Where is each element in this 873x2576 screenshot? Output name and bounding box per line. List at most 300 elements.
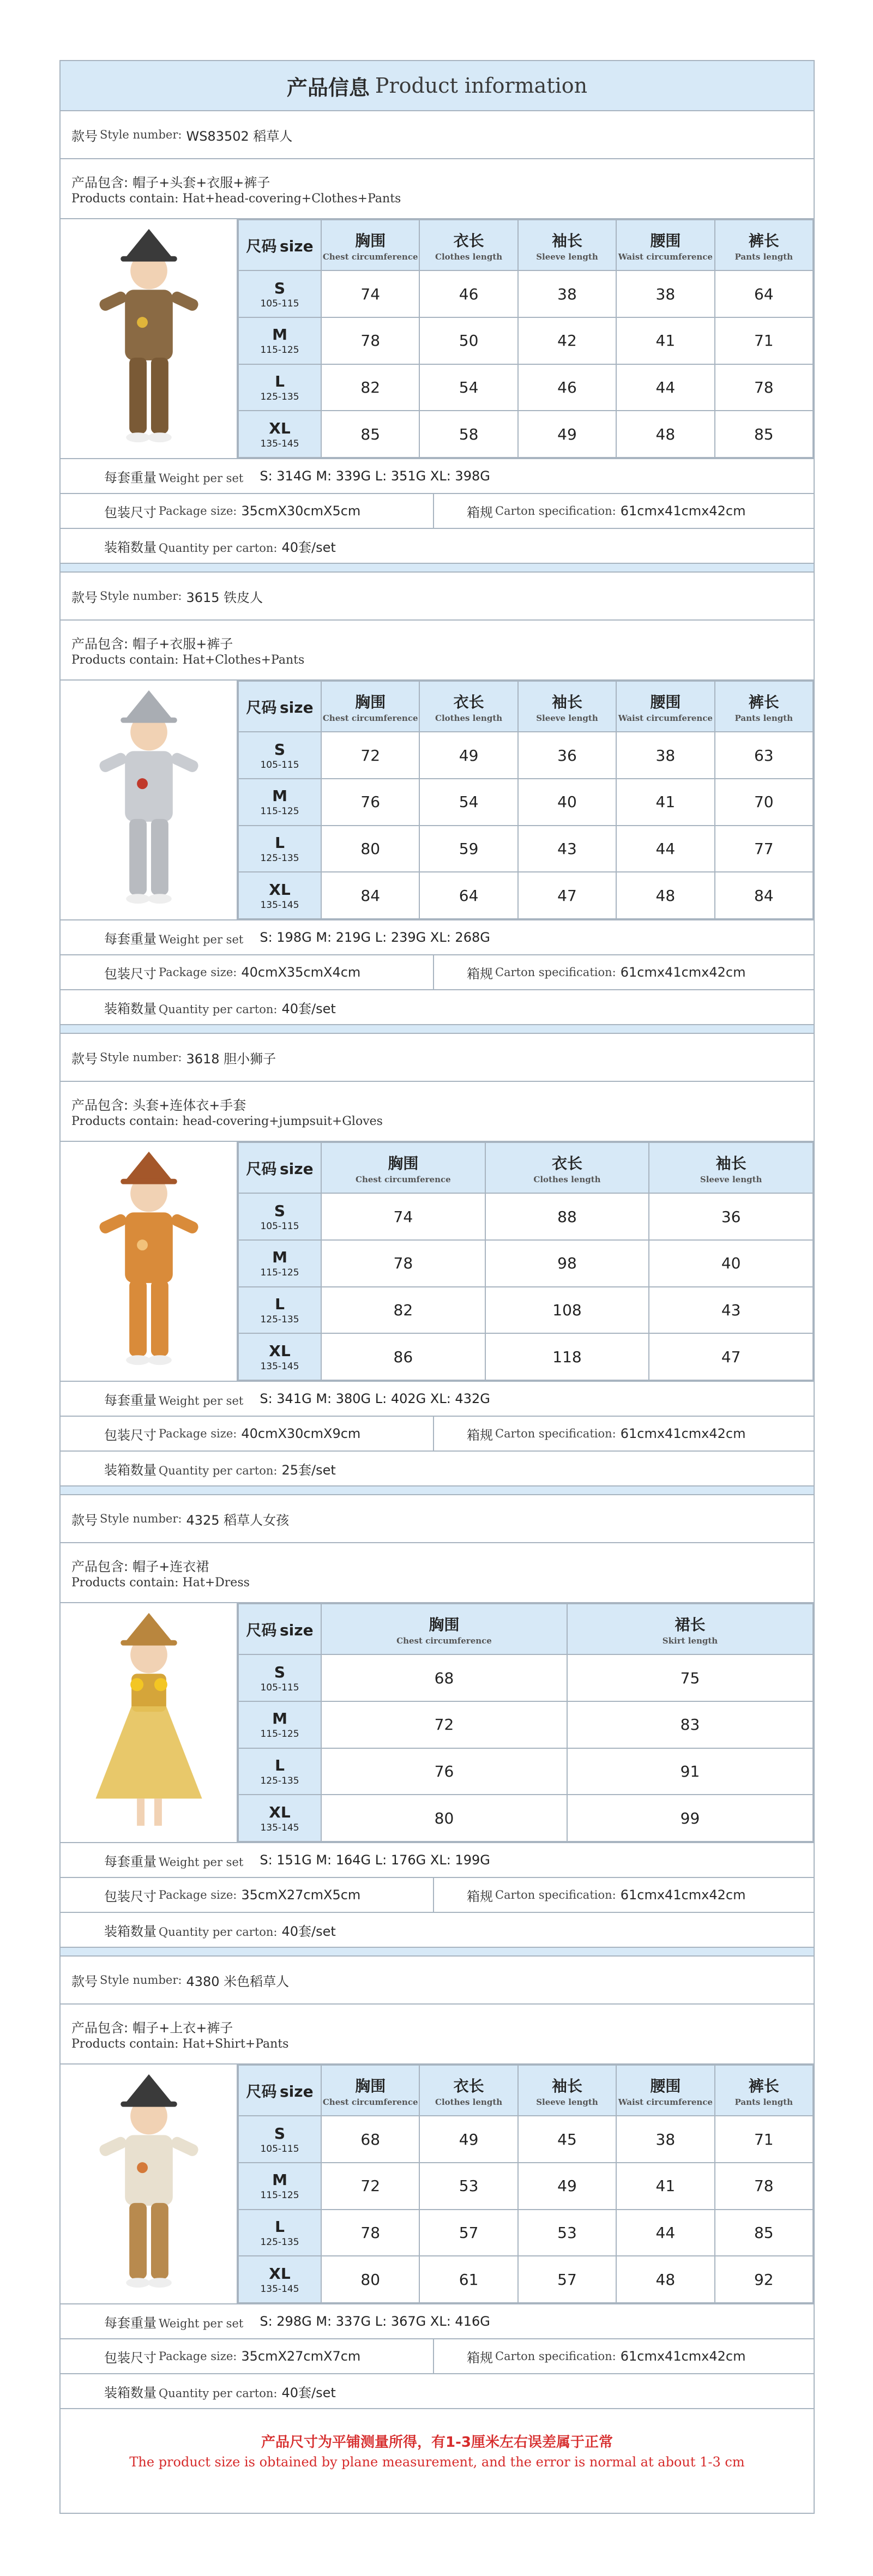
value-cell: 46 — [518, 364, 616, 411]
products-contain-row — [61, 1082, 814, 1142]
column-header-en: Pants length — [734, 2097, 793, 2107]
quantity-value: 40套/set — [281, 1923, 336, 1939]
leg-right-shape — [151, 2203, 168, 2279]
size-table — [238, 2065, 814, 2303]
weight-values: S: 314G M: 339G L: 351G XL: 398G — [260, 468, 490, 484]
table-row — [238, 2256, 813, 2303]
size-cell — [238, 1287, 321, 1334]
value-cell: 38 — [518, 270, 616, 317]
size-header-en: size — [280, 2082, 314, 2100]
weight-row — [61, 920, 814, 955]
contain-value-en: Hat+head-covering+Clothes+Pants — [182, 192, 401, 206]
size-header-zh: 尺码 — [246, 2082, 277, 2100]
size-cell — [238, 872, 321, 919]
package-value: 35cmX30cmX5cm — [241, 503, 361, 519]
style-number-row — [61, 111, 814, 159]
scarecrow-costume-photo — [61, 219, 238, 458]
quantity-value: 40套/set — [281, 2385, 336, 2400]
arm-left-shape — [98, 2135, 128, 2158]
torso-shape — [125, 290, 173, 360]
column-header-chest — [321, 2065, 419, 2116]
torso-shape — [125, 751, 173, 821]
style-number-label-en: Style number: — [100, 1973, 182, 1987]
carton-value: 61cmx41cmx42cm — [620, 1426, 746, 1441]
size-range: 135-145 — [260, 899, 299, 911]
value-cell: 108 — [485, 1287, 649, 1334]
package-size-cell — [61, 2339, 434, 2373]
size-cell — [238, 779, 321, 826]
quantity-value: 40套/set — [281, 539, 336, 555]
value-cell: 78 — [321, 1240, 485, 1287]
weight-row — [61, 2304, 814, 2339]
table-row — [238, 779, 813, 826]
measurement-note — [61, 2431, 814, 2470]
carton-value: 61cmx41cmx42cm — [620, 503, 746, 519]
quantity-label-en: Quantity per carton: — [159, 541, 278, 555]
contain-line-zh — [71, 2017, 233, 2036]
weight-row — [61, 1843, 814, 1878]
contain-value-zh: 头套+连体衣+手套 — [133, 1098, 246, 1113]
contain-label-en: Products contain: — [71, 2037, 179, 2051]
quantity-label-group — [61, 1459, 278, 1478]
value-cell: 68 — [321, 1654, 567, 1701]
value-cell: 88 — [485, 1193, 649, 1240]
value-cell: 48 — [616, 872, 714, 919]
table-row — [238, 411, 813, 458]
quantity-value: 40套/set — [281, 1001, 336, 1016]
carton-label-en: Carton specification: — [495, 1888, 616, 1901]
hat-shape — [125, 690, 173, 720]
size-table — [238, 1142, 814, 1381]
package-row — [61, 1878, 814, 1913]
column-header-clothes — [419, 220, 517, 270]
leg-right-shape — [151, 1280, 168, 1356]
weight-label: 每套重量 — [104, 470, 156, 485]
size-label: S — [274, 740, 286, 759]
column-header-chest — [321, 681, 419, 732]
size-header-en: size — [280, 1159, 314, 1178]
size-cell — [238, 317, 321, 364]
column-header-waist — [616, 2065, 714, 2116]
size-chart-block — [61, 681, 814, 920]
value-cell: 64 — [419, 872, 517, 919]
value-cell: 45 — [518, 2116, 616, 2163]
carton-spec-cell — [434, 502, 745, 521]
size-range: 125-135 — [260, 391, 299, 402]
value-cell: 85 — [715, 411, 813, 458]
tin-man-costume-photo — [61, 681, 238, 919]
quantity-label-en: Quantity per carton: — [159, 1464, 278, 1477]
value-cell: 76 — [321, 779, 419, 826]
beige-scarecrow-costume-photo — [61, 2065, 238, 2303]
value-cell: 48 — [616, 411, 714, 458]
value-cell: 38 — [616, 732, 714, 779]
style-number-label-en: Style number: — [100, 128, 182, 141]
value-cell: 40 — [649, 1240, 813, 1287]
section-divider — [61, 564, 814, 573]
package-label-en: Package size: — [159, 2350, 237, 2363]
weight-values: S: 151G M: 164G L: 176G XL: 199G — [260, 1852, 490, 1868]
style-number-row — [61, 573, 814, 621]
table-row — [238, 732, 813, 779]
leg-left-shape — [129, 819, 147, 895]
carton-label: 箱规 — [467, 2350, 493, 2366]
column-header-sleeve — [518, 681, 616, 732]
column-header-en: Chest circumference — [322, 251, 418, 262]
package-label: 包装尺寸 — [104, 2350, 156, 2366]
size-chart-block — [61, 2065, 814, 2304]
size-range: 115-125 — [260, 806, 299, 817]
size-label: S — [274, 1201, 286, 1220]
table-row — [238, 1287, 813, 1334]
table-row — [238, 270, 813, 317]
table-row — [238, 1193, 813, 1240]
size-cell — [238, 1333, 321, 1380]
column-header-clothes — [485, 1142, 649, 1193]
value-cell: 47 — [518, 872, 616, 919]
column-header-zh: 腰围 — [650, 693, 681, 711]
style-number-value: 4380 米色稻草人 — [186, 1973, 290, 1989]
value-cell: 49 — [518, 411, 616, 458]
quantity-label: 装箱数量 — [104, 1001, 156, 1016]
column-header-en: Chest circumference — [322, 713, 418, 723]
column-header-zh: 腰围 — [650, 231, 681, 250]
value-cell: 68 — [321, 2116, 419, 2163]
table-row — [238, 1654, 813, 1701]
size-cell — [238, 1240, 321, 1287]
value-cell: 78 — [321, 317, 419, 364]
quantity-label-group — [61, 1921, 278, 1940]
column-header-zh: 袖长 — [551, 2077, 582, 2095]
column-header-zh: 裤长 — [748, 231, 779, 250]
size-range: 105-115 — [260, 2143, 299, 2154]
quantity-label-en: Quantity per carton: — [159, 2386, 278, 2400]
size-label: L — [275, 1295, 285, 1313]
weight-label-en: Weight per set — [159, 1394, 244, 1407]
value-cell: 118 — [485, 1333, 649, 1380]
package-label: 包装尺寸 — [104, 504, 156, 520]
size-label: L — [275, 833, 285, 852]
table-row — [238, 1748, 813, 1795]
contain-line-en — [71, 1115, 383, 1128]
value-cell: 41 — [616, 779, 714, 826]
column-header-waist — [616, 220, 714, 270]
quantity-row — [61, 990, 814, 1025]
package-row — [61, 494, 814, 529]
size-chart-block — [61, 219, 814, 459]
value-cell: 80 — [321, 1795, 567, 1841]
value-cell: 98 — [485, 1240, 649, 1287]
contain-label: 产品包含: — [71, 636, 129, 652]
contain-value-zh: 帽子+上衣+裤子 — [133, 2020, 233, 2036]
torso-shape — [125, 1212, 173, 1283]
package-row — [61, 1417, 814, 1452]
carton-label-en: Carton specification: — [495, 2350, 616, 2363]
style-number-value: 3618 胆小狮子 — [186, 1051, 276, 1067]
size-range: 135-145 — [260, 1822, 299, 1833]
column-header-skirt — [567, 1604, 813, 1654]
size-header — [238, 1604, 321, 1654]
value-cell: 42 — [518, 317, 616, 364]
table-row — [238, 1701, 813, 1748]
size-header-zh: 尺码 — [246, 1621, 277, 1639]
contain-value-zh: 帽子+头套+衣服+裤子 — [133, 175, 270, 190]
size-cell — [238, 732, 321, 779]
page-title: 产品信息 — [286, 75, 370, 100]
size-header — [238, 681, 321, 732]
contain-value-en: Hat+Shirt+Pants — [182, 2037, 289, 2051]
quantity-label-en: Quantity per carton: — [159, 1925, 278, 1939]
size-range: 105-115 — [260, 1220, 299, 1232]
package-label-en: Package size: — [159, 1888, 237, 1901]
quantity-label-group — [61, 2382, 278, 2401]
column-header-en: Waist circumference — [618, 251, 713, 262]
table-row — [238, 872, 813, 919]
weight-label-group — [61, 1389, 243, 1409]
contain-line-en — [71, 2037, 288, 2051]
size-label: XL — [269, 880, 291, 899]
column-header-sleeve — [649, 1142, 813, 1193]
package-value: 40cmX35cmX4cm — [241, 965, 361, 980]
value-cell: 49 — [419, 2116, 517, 2163]
column-header-en: Chest circumference — [396, 1635, 492, 1646]
value-cell: 75 — [567, 1654, 813, 1701]
value-cell: 84 — [321, 872, 419, 919]
size-header-en: size — [280, 698, 314, 717]
size-cell — [238, 1193, 321, 1240]
hat-shape — [125, 1152, 173, 1181]
products-contain-row — [61, 621, 814, 681]
column-header-en: Sleeve length — [700, 1174, 762, 1184]
column-header-zh: 衣长 — [453, 693, 484, 711]
column-header-zh: 裙长 — [675, 1615, 706, 1634]
value-cell: 72 — [321, 732, 419, 779]
size-chart-block — [61, 1603, 814, 1843]
contain-label-en: Products contain: — [71, 1115, 179, 1128]
package-size-cell — [61, 1878, 434, 1912]
column-header-en: Pants length — [734, 713, 793, 723]
column-header-chest — [321, 220, 419, 270]
size-header — [238, 1142, 321, 1193]
value-cell: 72 — [321, 1701, 567, 1748]
value-cell: 44 — [616, 826, 714, 872]
arm-left-shape — [98, 751, 128, 774]
weight-label: 每套重量 — [104, 2315, 156, 2331]
arm-right-shape — [170, 751, 200, 774]
arm-right-shape — [170, 1212, 200, 1235]
contain-value-zh: 帽子+衣服+裤子 — [133, 636, 233, 652]
column-header-zh: 裤长 — [748, 2077, 779, 2095]
value-cell: 54 — [419, 364, 517, 411]
size-label: S — [274, 279, 286, 297]
carton-spec-cell — [434, 1886, 745, 1905]
value-cell: 71 — [715, 2116, 813, 2163]
style-number-row — [61, 1034, 814, 1082]
weight-label-en: Weight per set — [159, 2316, 244, 2330]
column-header-zh: 胸围 — [429, 1615, 460, 1634]
contain-label: 产品包含: — [71, 1098, 129, 1113]
size-label: M — [272, 1248, 287, 1267]
weight-values: S: 198G M: 219G L: 239G XL: 268G — [260, 930, 490, 945]
contain-label-en: Products contain: — [71, 192, 179, 206]
section-divider — [61, 1025, 814, 1034]
value-cell: 99 — [567, 1795, 813, 1841]
column-header-en: Chest circumference — [322, 2097, 418, 2107]
value-cell: 80 — [321, 826, 419, 872]
size-cell — [238, 1701, 321, 1748]
size-label: M — [272, 787, 287, 805]
column-header-zh: 裤长 — [748, 693, 779, 711]
contain-line-zh — [71, 633, 233, 652]
value-cell: 36 — [649, 1193, 813, 1240]
value-cell: 63 — [715, 732, 813, 779]
column-header-en: Clothes length — [435, 2097, 503, 2107]
carton-label-en: Carton specification: — [495, 966, 616, 979]
size-label: XL — [269, 419, 291, 437]
size-cell — [238, 1654, 321, 1701]
quantity-row — [61, 1913, 814, 1948]
column-header-clothes — [419, 2065, 517, 2116]
value-cell: 83 — [567, 1701, 813, 1748]
package-value: 40cmX30cmX9cm — [241, 1426, 361, 1441]
carton-spec-cell — [434, 1424, 745, 1443]
quantity-row — [61, 1452, 814, 1486]
table-row — [238, 1795, 813, 1841]
size-table — [238, 1603, 814, 1842]
table-row — [238, 2116, 813, 2163]
package-row — [61, 955, 814, 990]
weight-label-en: Weight per set — [159, 1855, 244, 1869]
value-cell: 74 — [321, 1193, 485, 1240]
style-number-label: 款号 — [71, 1051, 98, 1067]
package-label: 包装尺寸 — [104, 1888, 156, 1904]
size-label: XL — [269, 1803, 291, 1821]
contain-label-en: Products contain: — [71, 1576, 179, 1590]
size-cell — [238, 2210, 321, 2256]
value-cell: 41 — [616, 2163, 714, 2210]
value-cell: 70 — [715, 779, 813, 826]
weight-label-en: Weight per set — [159, 471, 244, 485]
value-cell: 77 — [715, 826, 813, 872]
weight-values: S: 298G M: 337G L: 367G XL: 416G — [260, 2314, 490, 2329]
size-table — [238, 219, 814, 458]
column-header-en: Pants length — [734, 251, 793, 262]
carton-value: 61cmx41cmx42cm — [620, 2349, 746, 2364]
hat-shape — [125, 229, 173, 258]
quantity-label-group — [61, 998, 278, 1017]
value-cell: 50 — [419, 317, 517, 364]
value-cell: 64 — [715, 270, 813, 317]
section-divider — [61, 1948, 814, 1957]
package-label-en: Package size: — [159, 504, 237, 517]
table-row — [238, 364, 813, 411]
column-header-en: Waist circumference — [618, 713, 713, 723]
contain-value-en: Hat+Clothes+Pants — [182, 653, 305, 667]
size-header-en: size — [280, 237, 314, 255]
value-cell: 86 — [321, 1333, 485, 1380]
style-number-row — [61, 1957, 814, 2005]
package-label: 包装尺寸 — [104, 966, 156, 982]
package-label-en: Package size: — [159, 966, 237, 979]
product-info-sheet — [59, 60, 815, 2514]
size-range: 115-125 — [260, 345, 299, 356]
scarecrow-girl-dress-photo — [61, 1603, 238, 1842]
column-header-en: Clothes length — [533, 1174, 601, 1184]
carton-label: 箱规 — [467, 1888, 493, 1904]
value-cell: 40 — [518, 779, 616, 826]
value-cell: 80 — [321, 2256, 419, 2303]
size-range: 125-135 — [260, 852, 299, 864]
size-cell — [238, 411, 321, 458]
column-header-sleeve — [518, 220, 616, 270]
carton-label: 箱规 — [467, 504, 493, 520]
value-cell: 36 — [518, 732, 616, 779]
size-range: 105-115 — [260, 759, 299, 771]
table-row — [238, 317, 813, 364]
contain-value-zh: 帽子+连衣裙 — [133, 1559, 209, 1574]
column-header-zh: 胸围 — [355, 2077, 386, 2095]
value-cell: 44 — [616, 364, 714, 411]
value-cell: 78 — [321, 2210, 419, 2256]
table-row — [238, 826, 813, 872]
page-title-en: Product information — [375, 74, 588, 98]
size-label: S — [274, 1663, 286, 1681]
value-cell: 41 — [616, 317, 714, 364]
contain-line-en — [71, 1576, 250, 1590]
weight-label: 每套重量 — [104, 1392, 156, 1408]
column-header-en: Waist circumference — [618, 2097, 713, 2107]
value-cell: 59 — [419, 826, 517, 872]
quantity-label-group — [61, 537, 278, 556]
size-cell — [238, 1748, 321, 1795]
style-number-value: 4325 稻草人女孩 — [186, 1512, 290, 1528]
package-size-cell — [61, 1417, 434, 1450]
column-header-zh: 胸围 — [355, 693, 386, 711]
leg-left-shape — [129, 2203, 147, 2279]
style-number-label: 款号 — [71, 128, 98, 144]
size-range: 125-135 — [260, 1314, 299, 1325]
column-header-en: Clothes length — [435, 713, 503, 723]
torso-shape — [125, 2135, 173, 2205]
weight-label-group — [61, 1851, 243, 1870]
column-header-en: Chest circumference — [356, 1174, 451, 1184]
leg-right-shape — [151, 819, 168, 895]
column-header-pants — [715, 2065, 813, 2116]
carton-value: 61cmx41cmx42cm — [620, 1887, 746, 1903]
value-cell: 92 — [715, 2256, 813, 2303]
contain-line-zh — [71, 1094, 246, 1114]
hat-shape — [125, 1613, 173, 1642]
carton-label-en: Carton specification: — [495, 1427, 616, 1440]
style-number-value: WS83502 稻草人 — [186, 128, 293, 144]
column-header-sleeve — [518, 2065, 616, 2116]
products-contain-row — [61, 1543, 814, 1603]
carton-label: 箱规 — [467, 966, 493, 982]
skirt-shape — [95, 1706, 202, 1798]
column-header-chest — [321, 1604, 567, 1654]
value-cell: 58 — [419, 411, 517, 458]
title-bar — [61, 61, 814, 111]
size-cell — [238, 1795, 321, 1841]
value-cell: 61 — [419, 2256, 517, 2303]
weight-label-en: Weight per set — [159, 932, 244, 946]
package-value: 35cmX27cmX5cm — [241, 1887, 361, 1903]
size-label: L — [275, 2217, 285, 2236]
quantity-label: 装箱数量 — [104, 539, 156, 555]
size-label: XL — [269, 2264, 291, 2283]
size-cell — [238, 2116, 321, 2163]
value-cell: 44 — [616, 2210, 714, 2256]
